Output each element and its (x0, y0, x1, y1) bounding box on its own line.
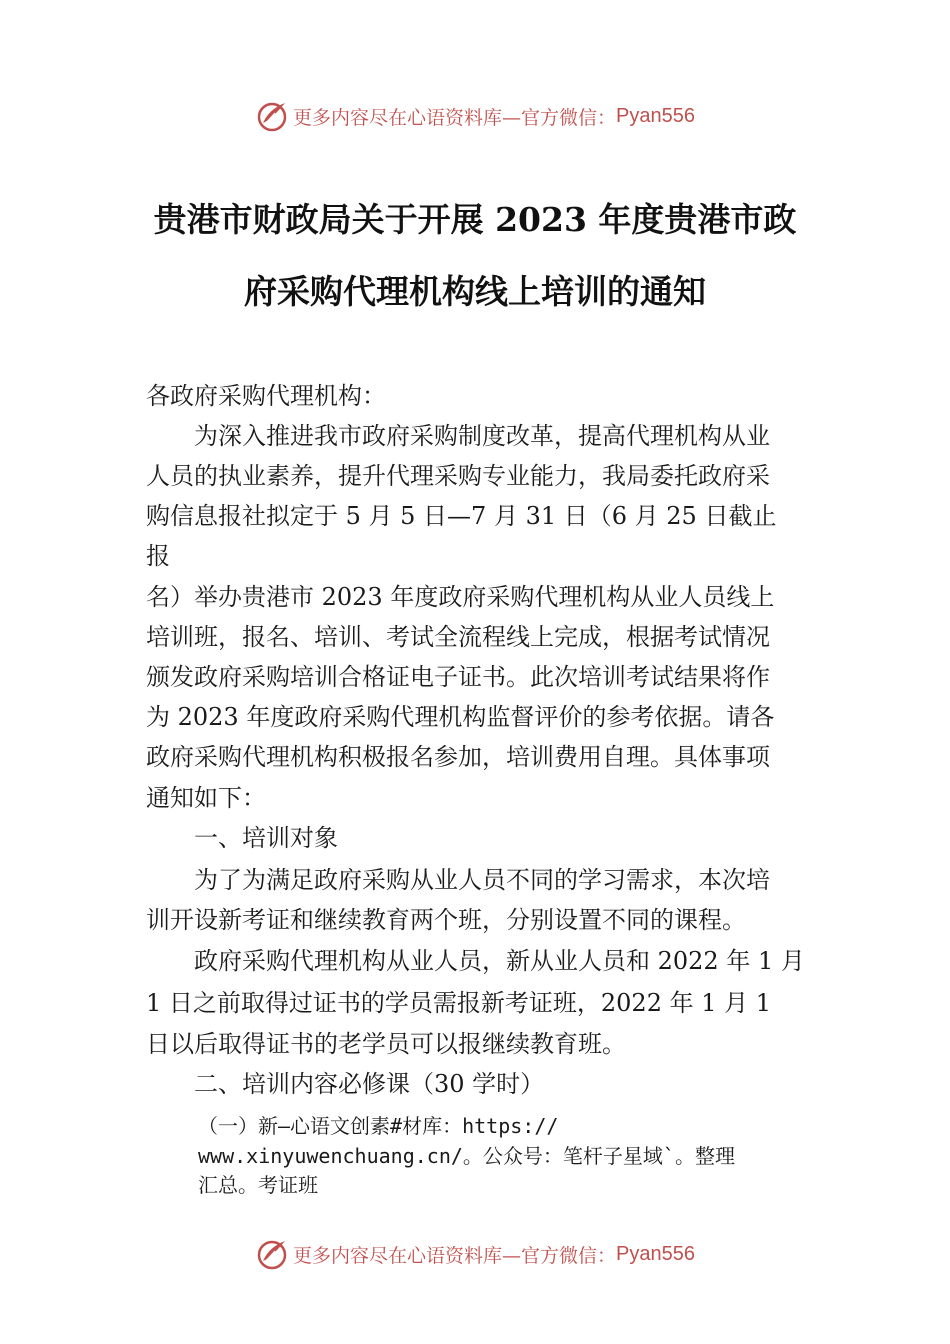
paragraph-line: 通知如下： (146, 784, 266, 812)
quill-logo-icon (255, 99, 289, 133)
banner-text: 更多内容尽在心语资料库—官方微信： (293, 106, 617, 129)
paragraph-line: 为了为满足政府采购从业人员不同的学习需求，本次培 (194, 866, 770, 894)
paragraph-line: 政府采购代理机构从业人员，新从业人员和 2022 年 1 月 (194, 947, 805, 975)
section-heading-1: 一、培训对象 (194, 824, 338, 852)
paragraph-line: 名）举办贵港市 2023 年度政府采购代理机构从业人员线上 (146, 583, 775, 611)
quill-logo-icon (255, 1237, 289, 1271)
section-heading-2: 二、培训内容必修课（30 学时） (194, 1070, 545, 1098)
paragraph-line: 训开设新考证和继续教育两个班，分别设置不同的课程。 (146, 906, 746, 934)
banner-wechat-id: Pyan556 (616, 1242, 695, 1265)
subsection-line: （一）新—心语文创素#材库：https:// (198, 1114, 559, 1138)
paragraph-line: 人员的执业素养，提升代理采购专业能力，我局委托政府采 (146, 462, 770, 490)
paragraph-line: 1 日之前取得过证书的学员需报新考证班，2022 年 1 月 1 (146, 989, 772, 1017)
paragraph-line: 为深入推进我市政府采购制度改革，提高代理机构从业 (194, 422, 770, 450)
document-title-line-2: 府采购代理机构线上培训的通知 (244, 272, 706, 311)
paragraph-line: 培训班，报名、培训、考试全流程线上完成，根据考试情况 (146, 623, 770, 651)
subsection-line: 汇总。考证班 (198, 1173, 318, 1197)
banner-text: 更多内容尽在心语资料库—官方微信： (293, 1244, 617, 1267)
salutation: 各政府采购代理机构： (146, 382, 386, 410)
paragraph-line: 为 2023 年度政府采购代理机构监督评价的参考依据。请各 (146, 703, 775, 731)
document-title-line-1: 贵港市财政局关于开展 2023 年度贵港市政 (153, 200, 797, 239)
paragraph-line: 购信息报社拟定于 5 月 5 日—7 月 31 日（6 月 25 日截止 (146, 502, 777, 530)
banner-wechat-id: Pyan556 (616, 104, 695, 127)
paragraph-line: 日以后取得证书的老学员可以报继续教育班。 (146, 1030, 626, 1058)
paragraph-line: 政府采购代理机构积极报名参加，培训费用自理。具体事项 (146, 743, 770, 771)
paragraph-line: 颁发政府采购培训合格证电子证书。此次培训考试结果将作 (146, 663, 770, 691)
subsection-line: www.xinyuwenchuang.cn/。公众号：笔杆子星域`。整理 (198, 1144, 735, 1168)
footer-watermark-banner (0, 1234, 950, 1274)
paragraph-line: 报 (146, 542, 170, 570)
header-watermark-banner (0, 96, 950, 136)
